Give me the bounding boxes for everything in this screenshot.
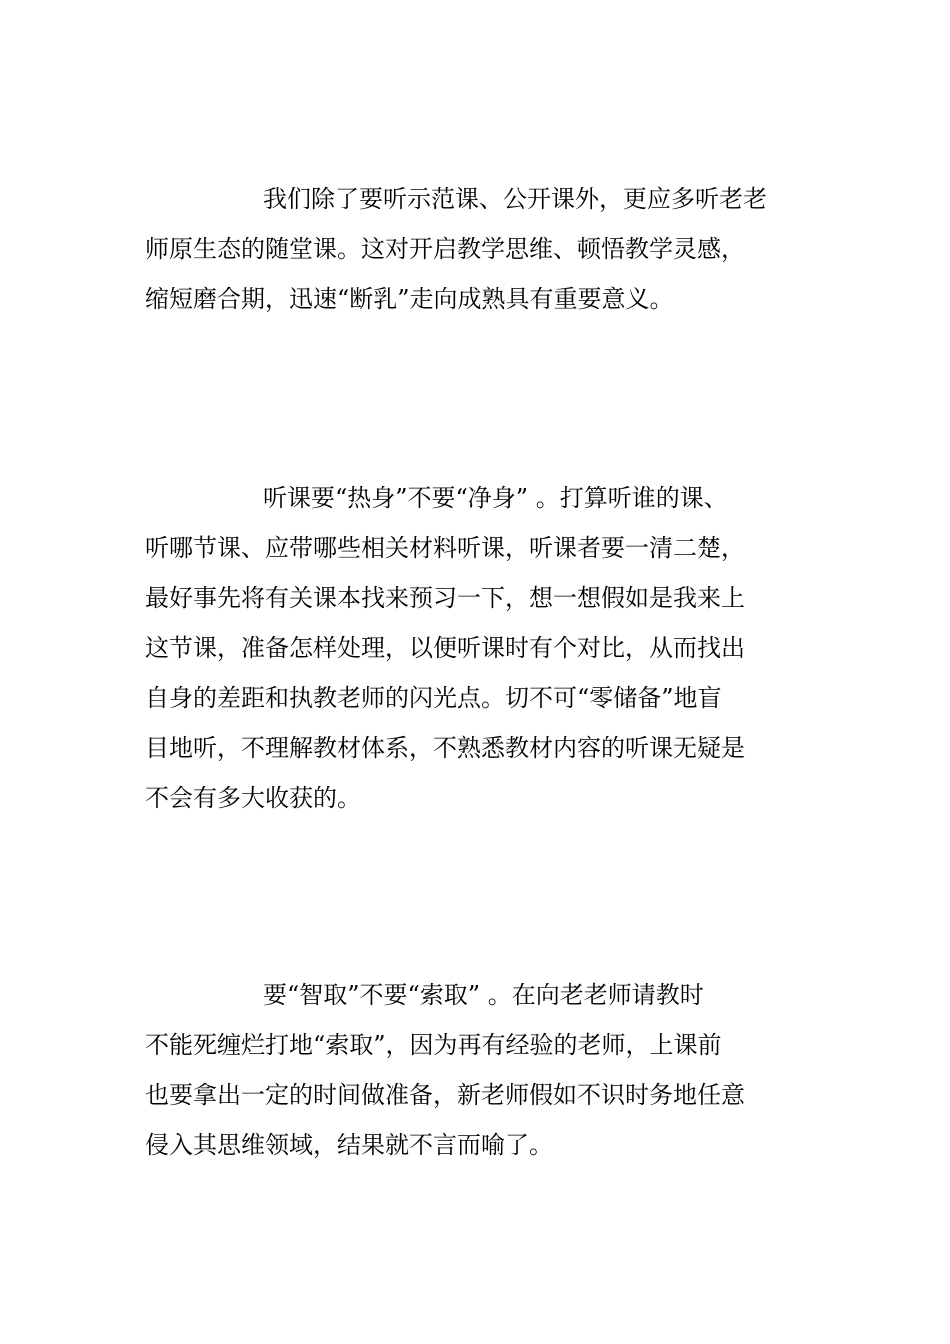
paragraph-line: 听哪节课、应带哪些相关材料听课，听课者要一清二楚， bbox=[145, 534, 745, 562]
paragraph-line: 我们除了要听示范课、公开课外，更应多听老老 bbox=[263, 185, 767, 213]
paragraph-line: 也要拿出一定的时间做准备，新老师假如不识时务地任意 bbox=[145, 1081, 745, 1109]
paragraph-line: 侵入其思维领域，结果就不言而喻了。 bbox=[145, 1131, 553, 1159]
paragraph-2 bbox=[145, 473, 825, 823]
paragraph-line: 不能死缠烂打地“索取”，因为再有经验的老师，上课前 bbox=[145, 1031, 722, 1059]
paragraph-1 bbox=[145, 174, 825, 324]
paragraph-3 bbox=[145, 970, 825, 1170]
paragraph-line: 最好事先将有关课本找来预习一下，想一想假如是我来上 bbox=[145, 584, 745, 612]
paragraph-line: 要“智取”不要“索取” 。在向老老师请教时 bbox=[263, 981, 704, 1009]
paragraph-line: 缩短磨合期，迅速“断乳”走向成熟具有重要意义。 bbox=[145, 285, 674, 313]
paragraph-line: 听课要“热身”不要“净身” 。打算听谁的课、 bbox=[263, 484, 728, 512]
paragraph-line: 自身的差距和执教老师的闪光点。切不可“零储备”地盲 bbox=[145, 684, 722, 712]
paragraph-line: 不会有多大收获的。 bbox=[145, 784, 361, 812]
paragraph-line: 师原生态的随堂课。这对开启教学思维、顿悟教学灵感， bbox=[145, 235, 745, 263]
paragraph-line: 这节课，准备怎样处理，以便听课时有个对比，从而找出 bbox=[145, 634, 745, 662]
paragraph-line: 目地听，不理解教材体系，不熟悉教材内容的听课无疑是 bbox=[145, 734, 745, 762]
